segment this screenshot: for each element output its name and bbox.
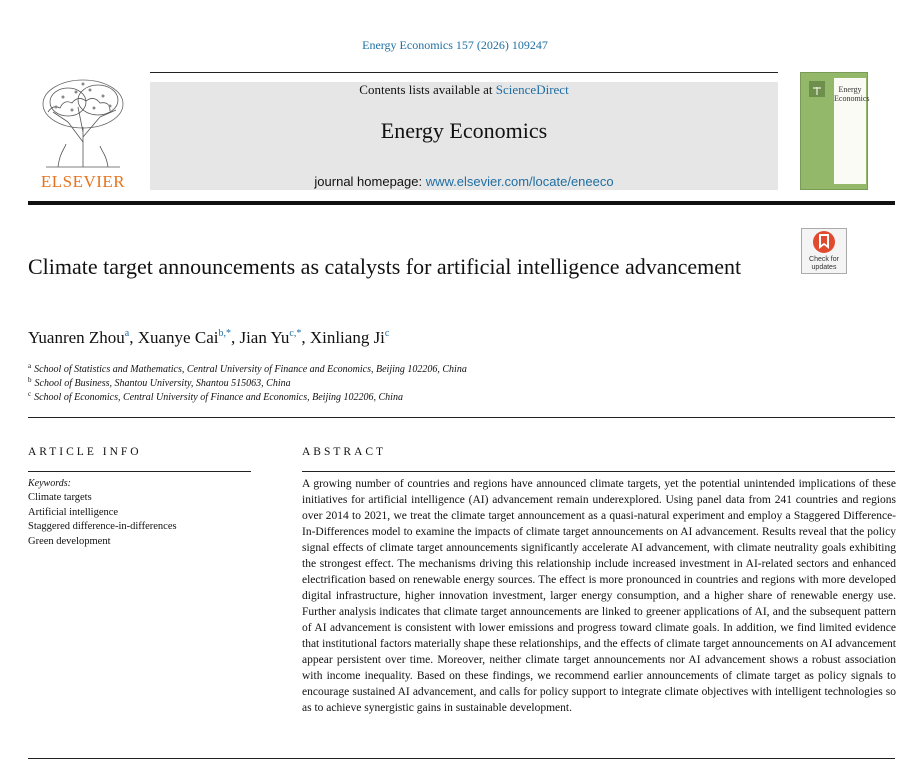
author-separator: , xyxy=(129,328,138,347)
author-affiliation-mark[interactable]: b,* xyxy=(218,328,231,339)
abstract-text: A growing number of countries and regions have announced climate targets, yet the potential unintended implications of these initiatives for artificial intelligence (AI) advancement remain underexplored. Using panel data from 241 countries and regions over 2014 to 2021, we treat the climate target announcement as a quasi-natural experiment and employ a Staggered Difference-In-Differences model to examine the impacts of climate target announcements on AI advancement. Results reveal that the policy signal effects of climate target announcements significantly accelerate AI advancement, with climate neutrality goals exhibiting the strongest effect. The mechanisms driving this relationship include increased investment in AI-related sectors and enhanced electrification based on renewable energy sources. The effect is more pronounced in countries and regions with more developed digital infrastructure, higher innovation investment, larger energy consumption, and a higher share of renewable energy use. Further analysis indicates that climate target announcements are linked to greener applications of AI, and the subsequent pattern of AI advancement is consistent with lower emissions and progress toward climate goals. In addition, we find limited evidence that institutional factors materially shape these relationships, and the effects of climate target announcements on AI advancement appear persistent over time. Moreover, neither climate target announcements nor AI advancement shows a robust association with income inequality. Based on these findings, we recommend earlier announcements of climate target as policy signals to encourage sustained AI advancement, and calls for policy support to integrate climate objectives with intelligent technologies so as to achieve synergistic gains in sustainable development. xyxy=(302,478,896,714)
bookmark-ribbon-icon xyxy=(802,229,846,255)
tree-illustration-icon xyxy=(28,72,138,172)
cover-tree-icon xyxy=(807,79,827,99)
author-name[interactable]: Xinliang Ji xyxy=(309,328,385,347)
cover-title: Energy Economics xyxy=(834,85,870,103)
journal-cover-thumbnail[interactable] xyxy=(800,72,868,190)
keyword-item: Green development xyxy=(28,535,111,547)
abstract-heading: ABSTRACT xyxy=(302,446,387,458)
author-name[interactable]: Jian Yu xyxy=(239,328,290,347)
bottom-rule xyxy=(28,758,895,759)
affiliation-mark: a xyxy=(28,362,32,370)
keyword-item: Artificial intelligence xyxy=(28,506,119,518)
contents-line xyxy=(150,82,778,98)
journal-homepage-line xyxy=(150,174,778,189)
masthead-top-rule xyxy=(150,72,778,73)
journal-citation[interactable]: Energy Economics 157 (2026) 109247 xyxy=(362,38,548,52)
author-separator: , xyxy=(230,328,240,347)
author-name[interactable]: Xuanye Cai xyxy=(137,328,219,347)
affiliation-c xyxy=(28,390,888,403)
elsevier-wordmark: ELSEVIER xyxy=(40,172,126,191)
journal-homepage-link[interactable]: www.elsevier.com/locate/eneeco xyxy=(425,174,614,189)
affiliation-mark: c xyxy=(28,390,32,398)
header-thick-rule xyxy=(28,201,895,205)
sciencedirect-link[interactable]: ScienceDirect xyxy=(495,82,569,97)
abstract-rule xyxy=(302,471,895,472)
author-name[interactable]: Yuanren Zhou xyxy=(28,328,125,347)
keywords-label: Keywords: xyxy=(28,478,71,489)
affiliation-mark: b xyxy=(28,376,32,384)
affiliation-b xyxy=(28,376,888,389)
journal-name: Energy Economics xyxy=(380,118,548,143)
article-info-heading: ARTICLE INFO xyxy=(28,446,142,458)
keyword-item: Climate targets xyxy=(28,492,92,503)
keyword-item: Staggered difference-in-differences xyxy=(28,521,177,532)
affiliation-text: School of Business, Shantou University, Shantou 515063, China xyxy=(34,378,291,389)
homepage-prefix: journal homepage: xyxy=(314,174,426,189)
check-for-updates-label: Check for updates xyxy=(809,256,839,271)
author-affiliation-mark[interactable]: c xyxy=(384,328,390,339)
keywords-list xyxy=(28,491,177,549)
section-divider xyxy=(28,417,895,418)
affiliation-text: School of Statistics and Mathematics, Central University of Finance and Economics, Beijing 102206, China xyxy=(34,364,467,375)
author-affiliation-mark[interactable]: c,* xyxy=(289,328,302,339)
author-affiliation-mark[interactable]: a xyxy=(124,328,130,339)
check-for-updates-button[interactable] xyxy=(801,228,847,274)
affiliation-text: School of Economics, Central University of Finance and Economics, Beijing 102206, China xyxy=(34,392,403,403)
contents-prefix: Contents lists available at xyxy=(359,82,496,97)
article-title: Climate target announcements as catalysts for artificial intelligence advancement xyxy=(28,254,742,279)
author-separator: , xyxy=(301,328,310,347)
author-list xyxy=(28,328,888,348)
affiliation-a xyxy=(28,362,888,375)
article-info-rule xyxy=(28,471,251,472)
